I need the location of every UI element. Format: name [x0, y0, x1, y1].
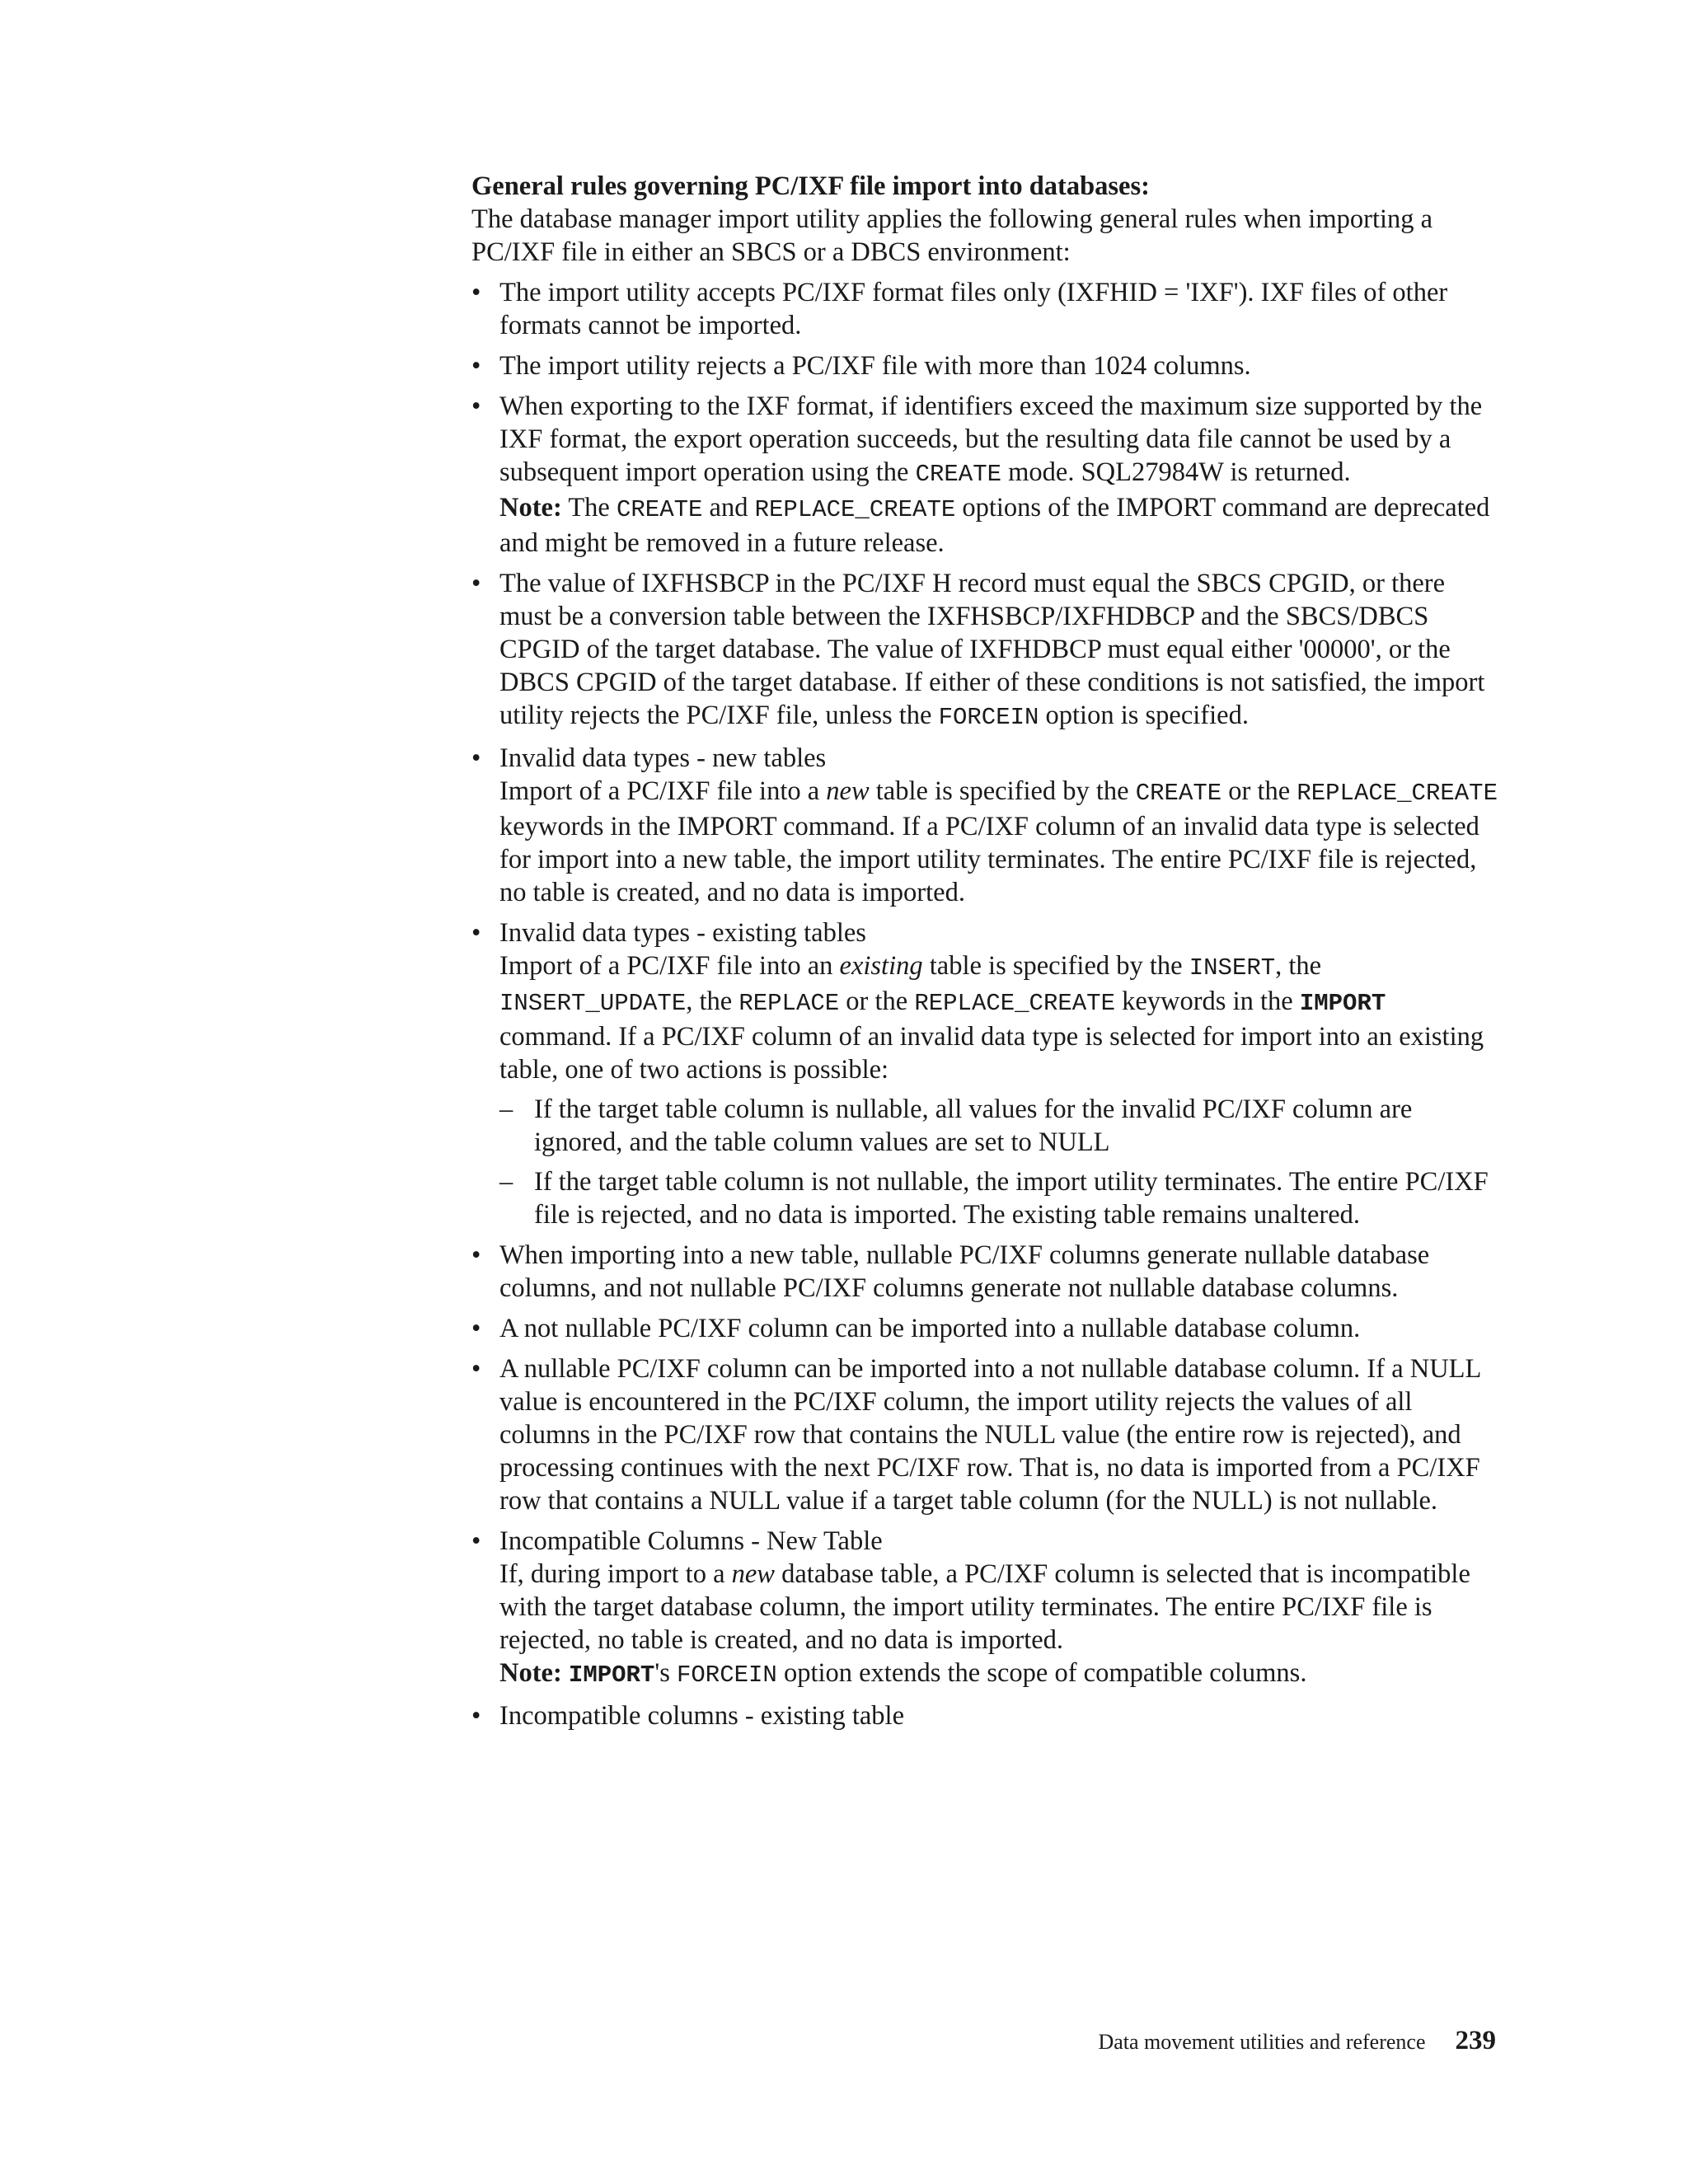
- list-item: [471, 1239, 1503, 1305]
- sub-list-item: – If the target table column is not nullable, the import utility terminates. The entire PC/IXF file is rejected, and no data is imported. The existing table remains unaltered.: [499, 1167, 1489, 1230]
- list-item: [471, 1352, 1503, 1517]
- list-item: [471, 390, 1503, 560]
- code-keyword: IMPORT: [568, 1661, 655, 1689]
- code-keyword: FORCEIN: [938, 704, 1039, 731]
- code-keyword: IMPORT: [1299, 990, 1386, 1017]
- bullet-marker: •: [471, 569, 481, 598]
- rule-text: The import utility rejects a PC/IXF file with more than 1024 columns.: [499, 351, 1251, 381]
- list-item: [471, 276, 1503, 342]
- dash-marker: –: [499, 1167, 513, 1197]
- footer-title: Data movement utilities and reference: [1098, 2030, 1426, 2054]
- bullet-marker: •: [471, 351, 481, 381]
- rule-text: When importing into a new table, nullable PC/IXF columns generate nullable database columns, and not nullable PC/IXF columns generate not nullable database columns.: [499, 1240, 1430, 1303]
- rule-title: Incompatible Columns - New Table: [499, 1526, 883, 1556]
- bullet-marker: •: [471, 278, 481, 307]
- rule-text: When exporting to the IXF format, if identifiers exceed the maximum size supported by the IXF format, the export operation succeeds, but the resulting data file cannot be used by a subsequent import operation using the CREATE mode. SQL27984W is returned.: [499, 391, 1483, 488]
- dash-marker: –: [499, 1094, 513, 1124]
- code-keyword: REPLACE_CREATE: [754, 496, 956, 523]
- list-item: [471, 1312, 1503, 1345]
- code-keyword: CREATE: [617, 496, 703, 523]
- code-keyword: CREATE: [1135, 780, 1222, 807]
- list-item: [471, 349, 1503, 382]
- note-paragraph: Note: IMPORT's FORCEIN option extends the scope of compatible columns.: [499, 1658, 1307, 1689]
- rule-title: Incompatible columns - existing table: [499, 1701, 904, 1731]
- rule-text: A nullable PC/IXF column can be imported into a not nullable database column. If a NULL value is encountered in the PC/IXF column, the import utility rejects the values of all columns in the PC/IXF row that contains the NULL value (the entire row is rejected), and processing continues with the next PC/IXF row. That is, no data is imported from a PC/IXF row that contains a NULL value if a target table column (for the NULL) is not nullable.: [499, 1354, 1481, 1516]
- code-keyword: REPLACE: [738, 990, 840, 1017]
- sub-list: [499, 1093, 1503, 1231]
- rule-detail: If, during import to a new database table, a PC/IXF column is selected that is incompatible with the target database column, the import utility terminates. The entire PC/IXF file is rejected, no table is created, and no data is imported.: [499, 1559, 1470, 1655]
- note-label: Note:: [499, 493, 562, 523]
- list-item: [471, 1699, 1503, 1732]
- intro-paragraph: The database manager import utility applies the following general rules when importing a PC/IXF file in either an SBCS or a DBCS environment:: [471, 204, 1433, 267]
- bullet-marker: •: [471, 1354, 481, 1384]
- list-item: [471, 742, 1503, 909]
- list-item: [471, 1525, 1503, 1692]
- bullet-marker: •: [471, 1701, 481, 1731]
- bullet-marker: •: [471, 1240, 481, 1270]
- bullet-marker: •: [471, 1314, 481, 1343]
- rule-title: Invalid data types - new tables: [499, 743, 827, 773]
- rule-text: A not nullable PC/IXF column can be imported into a nullable database column.: [499, 1314, 1361, 1343]
- code-keyword: CREATE: [915, 461, 1001, 488]
- code-keyword: INSERT: [1189, 954, 1276, 982]
- page-number: 239: [1455, 2026, 1496, 2055]
- rule-text: The value of IXFHSBCP in the PC/IXF H record must equal the SBCS CPGID, or there must be a conversion table between the IXFHSBCP/IXFHDBCP and the SBCS/DBCS CPGID of the target database. The value of IXFHDBCP must equal either '00000', or the DBCS CPGID of the target database. If either of these conditions is not satisfied, the import utility rejects the PC/IXF file, unless the FORCEIN option is specified.: [499, 569, 1485, 731]
- bullet-marker: •: [471, 743, 481, 773]
- list-item: [471, 567, 1503, 734]
- bullet-marker: •: [471, 1526, 481, 1556]
- rule-title: Invalid data types - existing tables: [499, 918, 866, 948]
- sub-list-item: – If the target table column is nullable, all values for the invalid PC/IXF column are ignored, and the table column values are set to NULL: [499, 1094, 1413, 1157]
- rule-detail: Import of a PC/IXF file into a new table is specified by the CREATE or the REPLACE_CREATE keywords in the IMPORT command. If a PC/IXF column of an invalid data type is selected for import into a new table, the import utility terminates. The entire PC/IXF file is rejected, no table is created, and no data is imported.: [499, 776, 1498, 907]
- note-label: Note:: [499, 1658, 562, 1688]
- page-footer: [1098, 2024, 1496, 2059]
- rule-text: The import utility accepts PC/IXF format files only (IXFHID = 'IXF'). IXF files of other formats cannot be imported.: [499, 278, 1448, 340]
- bullet-marker: •: [471, 391, 481, 421]
- rule-detail: Import of a PC/IXF file into an existing table is specified by the INSERT, the INSERT_UPDATE, the REPLACE or the REPLACE_CREATE keywords in the IMPORT command. If a PC/IXF column of an invalid data type is selected for import into an existing table, one of two actions is possible:: [499, 951, 1484, 1085]
- code-keyword: INSERT_UPDATE: [499, 990, 687, 1017]
- bullet-marker: •: [471, 918, 481, 948]
- note-paragraph: Note: The CREATE and REPLACE_CREATE options of the IMPORT command are deprecated and might be removed in a future release.: [499, 493, 1490, 558]
- code-keyword: REPLACE_CREATE: [1296, 780, 1498, 807]
- code-keyword: FORCEIN: [676, 1661, 777, 1689]
- list-item: [471, 916, 1503, 1231]
- code-keyword: REPLACE_CREATE: [914, 990, 1115, 1017]
- rules-list: [471, 276, 1503, 1732]
- section-heading: General rules governing PC/IXF file import into databases:: [471, 171, 1150, 201]
- page-content: [471, 170, 1503, 1732]
